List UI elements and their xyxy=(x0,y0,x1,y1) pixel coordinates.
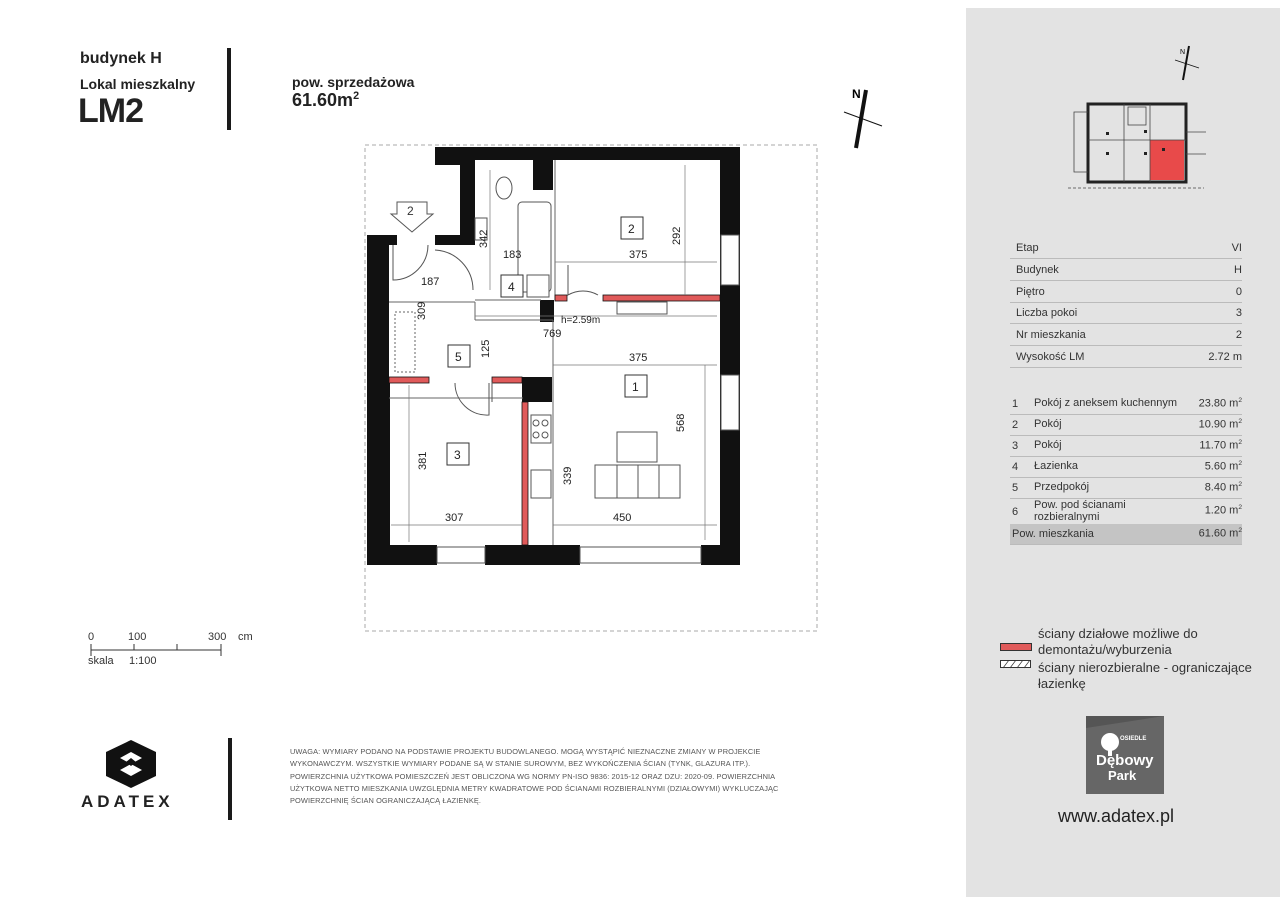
dim-381: 381 xyxy=(417,451,429,470)
debowy-park-logo: OSIEDLE Dębowy Park xyxy=(1086,716,1164,794)
scale-label: skala xyxy=(88,655,114,667)
keyplan-compass-icon xyxy=(1172,44,1202,84)
dim-568: 568 xyxy=(675,413,687,432)
dim-342: 342 xyxy=(478,229,490,248)
footer-divider xyxy=(228,738,232,820)
scale-tick-0: 0 xyxy=(88,631,95,643)
dim-292: 292 xyxy=(671,226,683,245)
room-2-label: 2 xyxy=(628,222,635,236)
cooktop-icon xyxy=(531,415,551,443)
unit-code: LM2 xyxy=(78,92,143,130)
company-name: ADATEX xyxy=(81,792,174,811)
dim-125: 125 xyxy=(480,339,492,358)
dim-450: 450 xyxy=(613,512,632,524)
room-3-label: 3 xyxy=(454,448,461,462)
scale-tick-300: 300 xyxy=(208,631,227,643)
room-5-label: 5 xyxy=(455,350,462,364)
desk-icon xyxy=(617,302,667,314)
room-4-label: 4 xyxy=(508,280,515,294)
building-label: budynek H xyxy=(80,50,162,67)
room-1-label: 1 xyxy=(632,380,639,394)
fixtures xyxy=(475,177,680,498)
dim-187: 187 xyxy=(421,276,440,288)
disclaimer-note: UWAGA: WYMIARY PODANO NA PODSTAWIE PROJEKTU BUDOWLANEGO. MOGĄ WYSTĄPIĆ NIEZNACZNE ZMIANY W PROJEKCIE WYKONAWCZYM. WSZYSTKIE WYMIARY PODANE SĄ W STANIE SUROWYM, BEZ WYKOŃCZENIA ŚCIAN (TYNK, GLAZURA ITP.). POWIERZCHNIA UŻYTKOWA POMIESZCZEŃ JEST OBLICZONA WG NORMY PN-ISO 9836: 2015-12 ORAZ DZU: 2020-09. POWIERZCHNIA UŻYTKOWA NETTO MIESZKANIA UWZGLĘDNIA METRY KWADRATOWE POD ŚCIANAMI ROZBIERALNYMI (DZIAŁOWYMI) WYKLUCZAJĄC POWIERZCHNIĘ ŚCIAN OGRANICZAJĄCĄ ŁAZIENKĘ. xyxy=(290,747,779,806)
room-row-1: 1 Pokój z aneksem kuchennym 23.80 $m^2$ xyxy=(1010,393,1242,415)
legend-red-swatch xyxy=(1000,643,1032,651)
windows xyxy=(437,235,739,563)
dim-769: 769 xyxy=(543,328,562,340)
info-row-building: Budynek H xyxy=(1010,259,1242,281)
key-plan xyxy=(1066,92,1212,192)
scale-ratio: 1:100 xyxy=(129,655,157,667)
room-row-total: Pow. mieszkania 61.60 $m^2$ xyxy=(1010,524,1242,545)
dim-339: 339 xyxy=(562,466,574,485)
dim-307: 307 xyxy=(445,512,464,524)
table-icon xyxy=(617,432,657,462)
height-note: h=2.59m xyxy=(561,315,601,326)
area-label: pow. sprzedażowa xyxy=(292,74,415,90)
dim-183: 183 xyxy=(503,249,522,261)
info-row-height: Wysokość LM 2.72 m xyxy=(1010,346,1242,368)
highlighted-unit xyxy=(1150,140,1184,180)
info-row-flat-number: Nr mieszkania 2 xyxy=(1010,324,1242,346)
toilet-icon xyxy=(496,177,512,199)
info-row-floor: Piętro 0 xyxy=(1010,281,1242,303)
scale-tick-100: 100 xyxy=(128,631,147,643)
adatex-logo-icon xyxy=(100,738,162,790)
north-compass-icon xyxy=(838,82,888,152)
website-link[interactable]: www.adatex.pl xyxy=(1058,806,1175,826)
floor-plan xyxy=(355,140,825,640)
entrance-label: 2 xyxy=(407,204,414,218)
sink-icon xyxy=(527,275,549,297)
legend-red-text: ściany działowe możliwe do demontażu/wyburzenia xyxy=(1038,626,1198,657)
kitchen-sink-icon xyxy=(531,470,551,498)
dim-375-mid: 375 xyxy=(629,352,648,364)
scale-unit: cm xyxy=(238,631,253,643)
room-row-5: 5 Przedpokój 8.40 $m^2$ xyxy=(1010,477,1242,499)
doors xyxy=(393,245,601,415)
room-row-3: 3 Pokój 11.70 $m^2$ xyxy=(1010,435,1242,457)
svg-text:N: N xyxy=(1180,49,1186,56)
info-row-stage: Etap VI xyxy=(1010,237,1242,259)
header-divider xyxy=(227,48,231,130)
room-row-4: 4 Łazienka 5.60 $m^2$ xyxy=(1010,456,1242,478)
info-row-rooms: Liczba pokoi 3 xyxy=(1010,302,1242,324)
dim-375-top: 375 xyxy=(629,249,648,261)
legend-hatch-swatch xyxy=(1000,660,1032,670)
room-row-2: 2 Pokój 10.90 $m^2$ xyxy=(1010,414,1242,436)
compass-n-label: N xyxy=(852,87,861,101)
legend-hatch-text: ściany nierozbieralne - ograniczające łazienkę xyxy=(1038,660,1252,691)
room-row-6: 6 Pow. pod ścianami rozbieralnymi 1.20 $m^2$ xyxy=(1012,499,1242,523)
area-value: $61.60m^2$ xyxy=(292,90,360,110)
unit-type-label: Lokal mieszkalny xyxy=(80,76,196,92)
dim-309: 309 xyxy=(416,301,428,320)
